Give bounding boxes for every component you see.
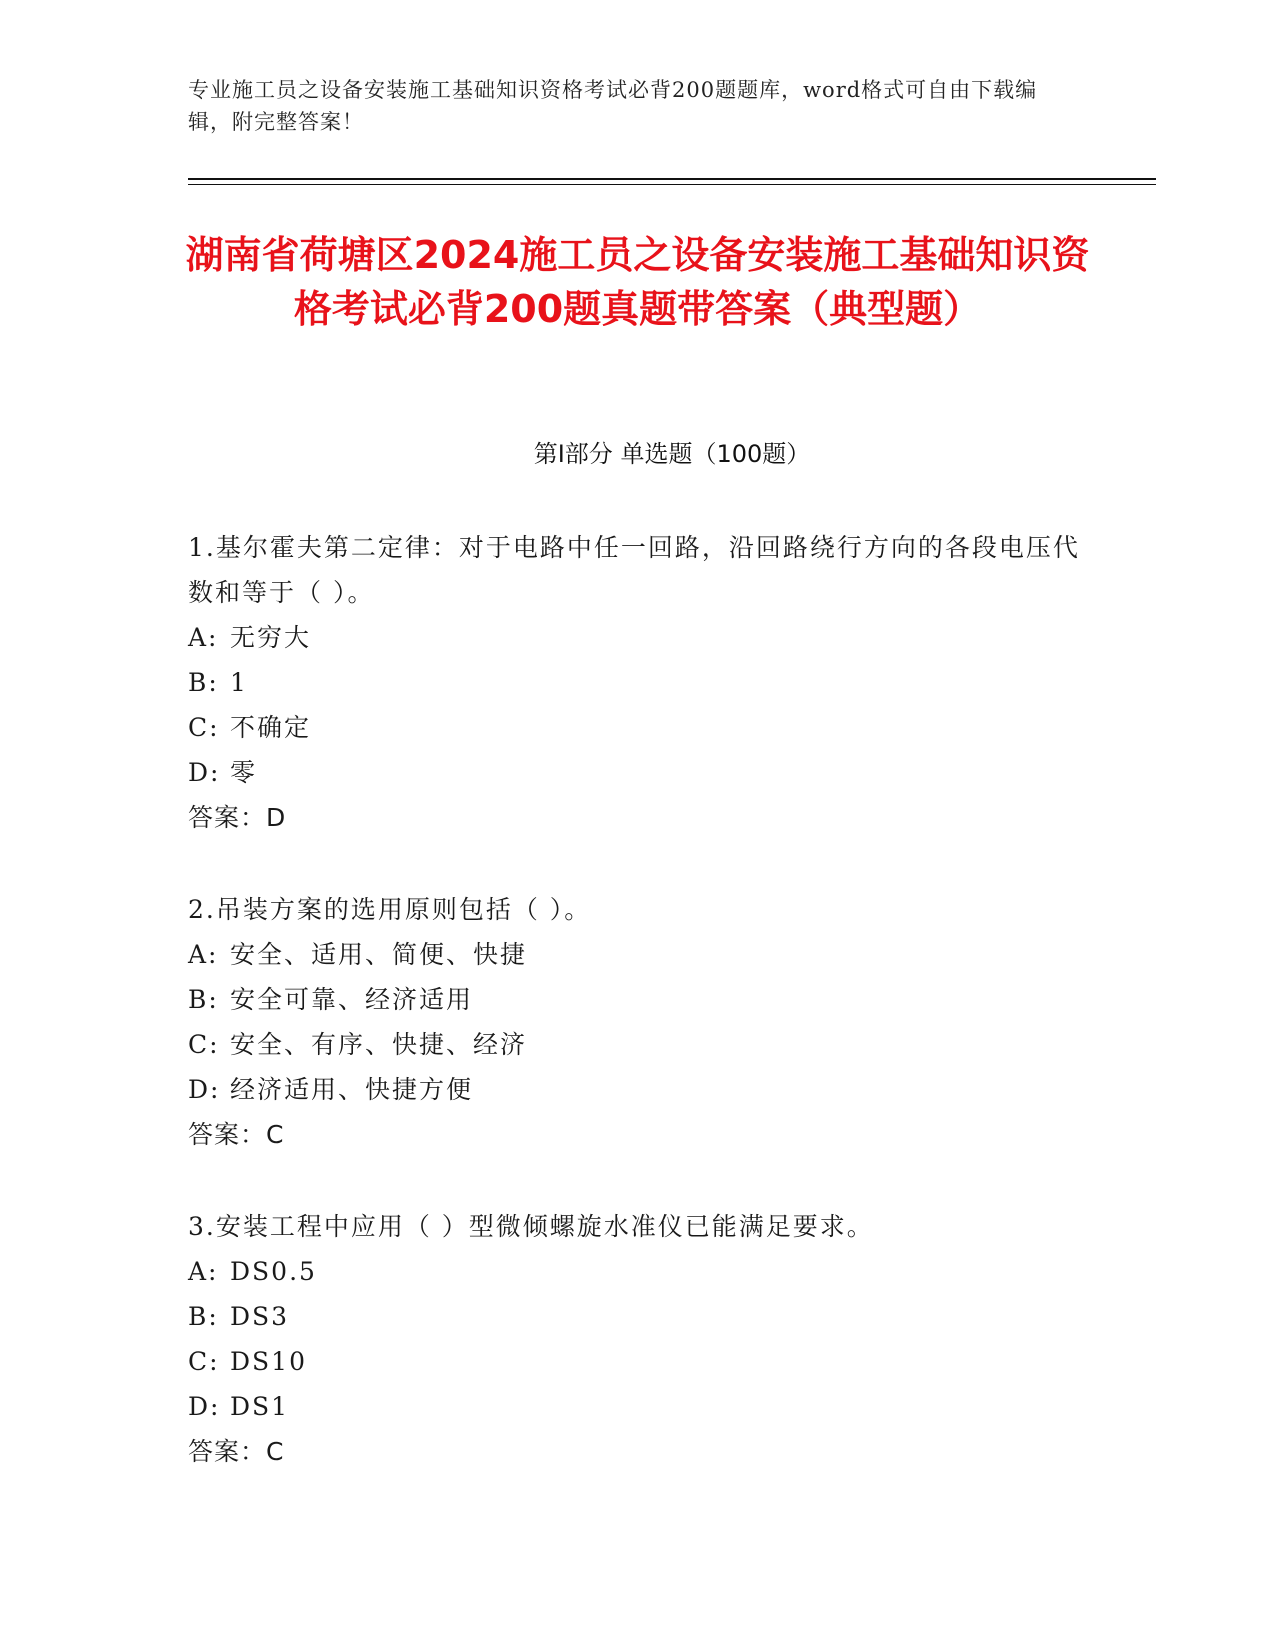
option-key: B:	[188, 1302, 219, 1331]
header-divider-thin	[188, 184, 1156, 185]
header-divider-thick	[188, 178, 1156, 180]
option-key: A:	[188, 1257, 219, 1286]
option-text: 经济适用、快捷方便	[230, 1075, 474, 1104]
option-text: 安全、有序、快捷、经济	[230, 1030, 528, 1059]
question-item	[188, 1204, 1088, 1474]
option-key: B:	[188, 985, 219, 1014]
option-b	[188, 1294, 1088, 1339]
option-a	[188, 615, 1088, 660]
option-a	[188, 932, 1088, 977]
option-key: C:	[188, 1030, 220, 1059]
option-text: 零	[230, 758, 258, 787]
option-key: C:	[188, 1347, 220, 1376]
option-key: A:	[188, 940, 219, 969]
option-text: 1	[230, 668, 248, 697]
option-text: DS0.5	[230, 1257, 317, 1286]
answer-line: 答案：C	[188, 1437, 285, 1466]
question-item	[188, 887, 1088, 1157]
option-text: 安全可靠、经济适用	[230, 985, 474, 1014]
section-heading: 第I部分 单选题（100题）	[533, 440, 811, 468]
header-note: 专业施工员之设备安装施工基础知识资格考试必背200题题库，word格式可自由下载编辑，附完整答案！	[188, 78, 1038, 134]
option-key: D:	[188, 1075, 221, 1104]
option-a	[188, 1249, 1088, 1294]
question-stem: 1.基尔霍夫第二定律：对于电路中任一回路，沿回路绕行方向的各段电压代数和等于（ ）。	[188, 533, 1080, 607]
document-title: 湖南省荷塘区2024施工员之设备安装施工基础知识资格考试必背200题真题带答案（典型题）	[185, 233, 1090, 331]
option-key: C:	[188, 713, 220, 742]
option-key: A:	[188, 623, 219, 652]
option-c	[188, 705, 1088, 750]
option-c	[188, 1339, 1088, 1384]
question-stem: 3.安装工程中应用（ ）型微倾螺旋水准仪已能满足要求。	[188, 1212, 874, 1241]
option-key: D:	[188, 1392, 221, 1421]
question-item	[188, 525, 1088, 840]
option-b	[188, 660, 1088, 705]
option-c	[188, 1022, 1088, 1067]
option-text: DS3	[230, 1302, 290, 1331]
answer-line: 答案：C	[188, 1120, 285, 1149]
option-text: 安全、适用、简便、快捷	[230, 940, 528, 969]
option-text: 不确定	[230, 713, 312, 742]
answer-line: 答案：D	[188, 803, 287, 832]
option-d	[188, 1384, 1088, 1429]
option-b	[188, 977, 1088, 1022]
option-d	[188, 750, 1088, 795]
option-text: 无穷大	[230, 623, 312, 652]
option-key: B:	[188, 668, 219, 697]
option-d	[188, 1067, 1088, 1112]
option-text: DS10	[230, 1347, 307, 1376]
question-list	[188, 525, 1088, 1521]
option-key: D:	[188, 758, 221, 787]
question-stem: 2.吊装方案的选用原则包括（ ）。	[188, 895, 592, 924]
option-text: DS1	[230, 1392, 290, 1421]
